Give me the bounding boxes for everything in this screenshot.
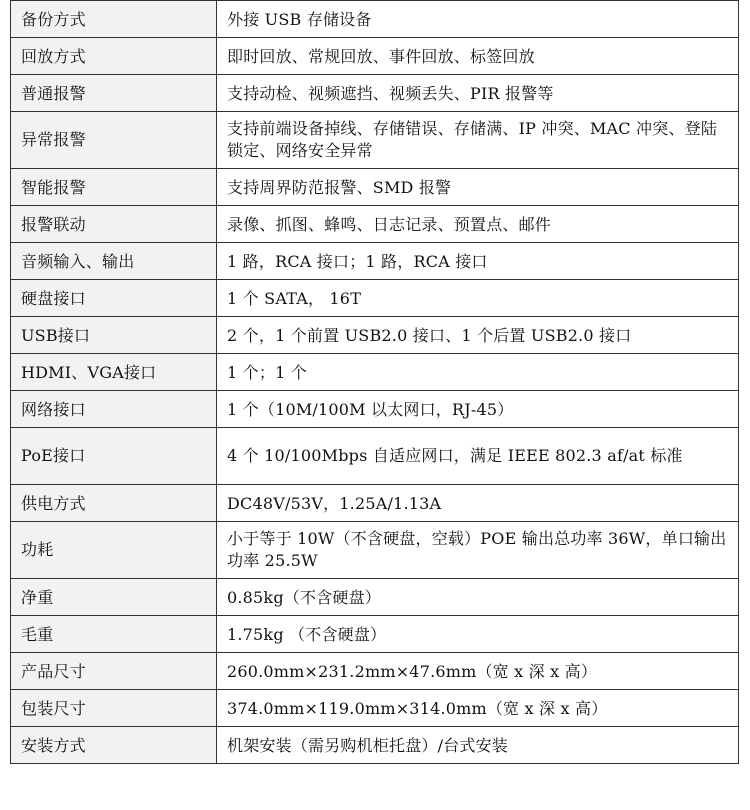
- row-value: 录像、抓图、蜂鸣、日志记录、预置点、邮件: [217, 206, 739, 243]
- row-value: 2 个，1 个前置 USB2.0 接口、1 个后置 USB2.0 接口: [217, 317, 739, 354]
- row-label: PoE接口: [11, 428, 217, 485]
- row-label: 毛重: [11, 616, 217, 653]
- row-value: 0.85kg（不含硬盘）: [217, 579, 739, 616]
- table-row: [11, 522, 739, 579]
- row-value: 1 个；1 个: [217, 354, 739, 391]
- table-row: [11, 579, 739, 616]
- row-value: 1.75kg （不含硬盘）: [217, 616, 739, 653]
- table-row: [11, 727, 739, 764]
- row-label: 音频输入、输出: [11, 243, 217, 280]
- table-row: [11, 354, 739, 391]
- table-row: [11, 75, 739, 112]
- row-label: USB接口: [11, 317, 217, 354]
- row-label: 包装尺寸: [11, 690, 217, 727]
- row-value: 260.0mm×231.2mm×47.6mm（宽 x 深 x 高）: [217, 653, 739, 690]
- table-row: [11, 206, 739, 243]
- row-label: 安装方式: [11, 727, 217, 764]
- table-row: [11, 485, 739, 522]
- row-value: 374.0mm×119.0mm×314.0mm（宽 x 深 x 高）: [217, 690, 739, 727]
- row-label: 备份方式: [11, 1, 217, 38]
- row-label: 功耗: [11, 522, 217, 579]
- row-value: 即时回放、常规回放、事件回放、标签回放: [217, 38, 739, 75]
- row-value: 4 个 10/100Mbps 自适应网口，满足 IEEE 802.3 af/at 标准: [217, 428, 739, 485]
- row-label: 供电方式: [11, 485, 217, 522]
- table-row: [11, 653, 739, 690]
- row-value: 小于等于 10W（不含硬盘，空载）POE 输出总功率 36W，单口输出功率 25.5W: [217, 522, 739, 579]
- row-value: 支持前端设备掉线、存储错误、存储满、IP 冲突、MAC 冲突、登陆锁定、网络安全异常: [217, 112, 739, 169]
- row-label: 普通报警: [11, 75, 217, 112]
- spec-table-body: [11, 1, 739, 764]
- row-label: 回放方式: [11, 38, 217, 75]
- row-label: HDMI、VGA接口: [11, 354, 217, 391]
- table-row: [11, 616, 739, 653]
- row-label: 智能报警: [11, 169, 217, 206]
- row-value: 支持动检、视频遮挡、视频丢失、PIR 报警等: [217, 75, 739, 112]
- row-label: 硬盘接口: [11, 280, 217, 317]
- row-value: DC48V/53V，1.25A/1.13A: [217, 485, 739, 522]
- row-value: 机架安装（需另购机柜托盘）/台式安装: [217, 727, 739, 764]
- row-label: 产品尺寸: [11, 653, 217, 690]
- table-row: [11, 317, 739, 354]
- table-row: [11, 38, 739, 75]
- table-row: [11, 1, 739, 38]
- table-row: [11, 112, 739, 169]
- row-value: 外接 USB 存储设备: [217, 1, 739, 38]
- table-row: [11, 280, 739, 317]
- row-label: 报警联动: [11, 206, 217, 243]
- row-value: 1 个（10M/100M 以太网口，RJ-45）: [217, 391, 739, 428]
- table-row: [11, 690, 739, 727]
- row-label: 异常报警: [11, 112, 217, 169]
- row-value: 支持周界防范报警、SMD 报警: [217, 169, 739, 206]
- table-row: [11, 428, 739, 485]
- row-value: 1 路，RCA 接口；1 路，RCA 接口: [217, 243, 739, 280]
- spec-table: [10, 0, 739, 764]
- row-label: 净重: [11, 579, 217, 616]
- row-label: 网络接口: [11, 391, 217, 428]
- table-row: [11, 169, 739, 206]
- table-row: [11, 391, 739, 428]
- table-row: [11, 243, 739, 280]
- row-value: 1 个 SATA， 16T: [217, 280, 739, 317]
